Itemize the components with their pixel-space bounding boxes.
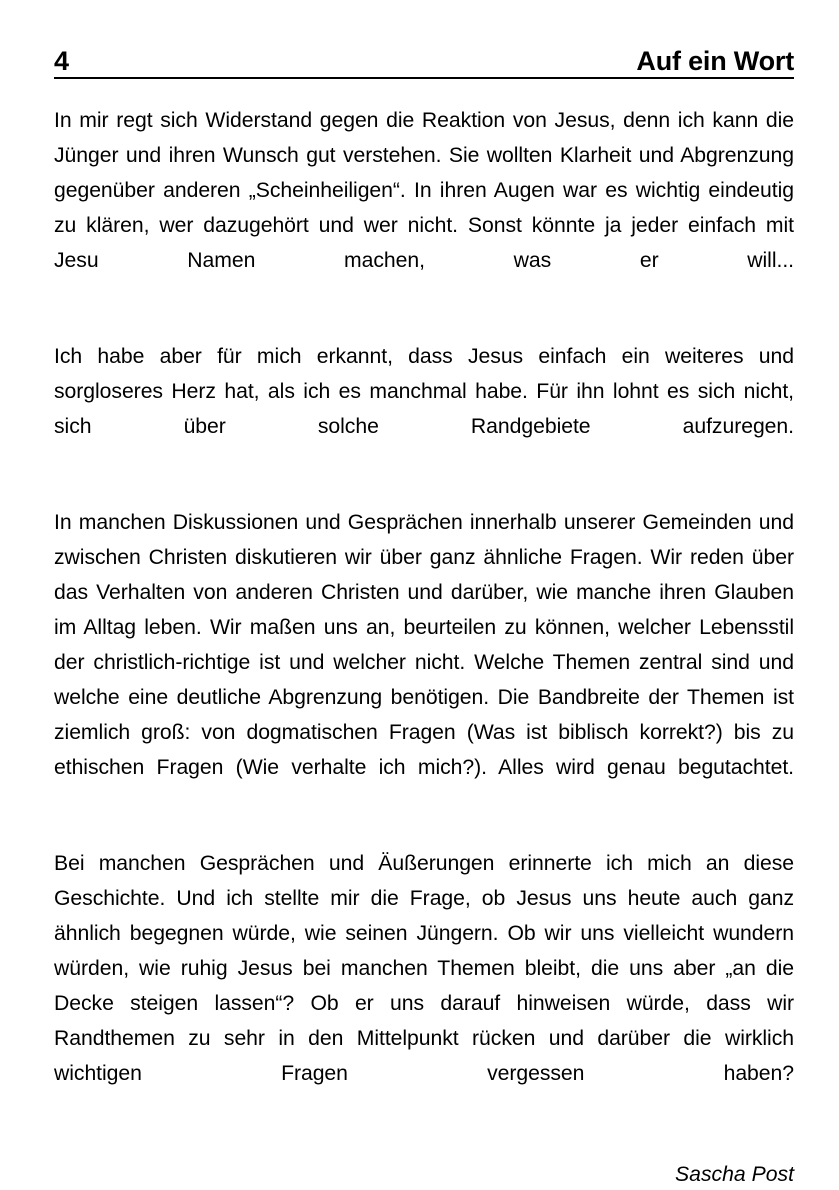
page-header bbox=[54, 47, 794, 79]
page-content bbox=[54, 47, 794, 1190]
section-title: Auf ein Wort bbox=[636, 46, 794, 76]
article-body bbox=[54, 103, 794, 1190]
article-paragraph: In mir regt sich Widerstand gegen die Reaktion von Jesus, denn ich kann die Jünger und ihren Wunsch gut verstehen. Sie wollten Klarheit und Abgrenzung gegenüber anderen „Scheinheiligen“. In ihren Augen war es wichtig eindeutig zu klären, wer dazugehört und wer nicht. Sonst könnte ja jeder einfach mit Jesu Namen machen, was er will... bbox=[54, 109, 794, 273]
article-paragraph: Ich habe aber für mich erkannt, dass Jesus einfach ein weiteres und sorgloseres Herz hat, als ich es manchmal habe. Für ihn lohnt es sich nicht, sich über solche Randgebiete aufzuregen. bbox=[54, 345, 794, 439]
page-number: 4 bbox=[54, 46, 69, 76]
author-signature: Sascha Post bbox=[675, 1163, 794, 1187]
article-paragraph: Bei manchen Gesprächen und Äußerungen erinnerte ich mich an diese Geschichte. Und ich stellte mir die Frage, ob Jesus uns heute auch ganz ähnlich begegnen würde, wie seinen Jüngern. Ob wir uns vielleicht wundern würden, wie ruhig Jesus bei manchen Themen bleibt, die uns aber „an die Decke steigen lassen“? Ob er uns darauf hinweisen würde, dass wir Randthemen zu sehr in den Mittelpunkt rücken und darüber die wirklich wichtigen Fragen vergessen haben? bbox=[54, 852, 794, 1086]
article-paragraph: In manchen Diskussionen und Gesprächen innerhalb unserer Gemeinden und zwischen Christen diskutieren wir über ganz ähnliche Fragen. Wir reden über das Verhalten von anderen Christen und darüber, wie manche ihren Glauben im Alltag leben. Wir maßen uns an, beurteilen zu können, welcher Lebensstil der christlich-richtige ist und welcher nicht. Welche Themen zentral sind und welche eine deutliche Abgrenzung benötigen. Die Bandbreite der Themen ist ziemlich groß: von dogmatischen Fragen (Was ist biblisch korrekt?) bis zu ethischen Fragen (Wie verhalte ich mich?). Alles wird genau begutachtet. bbox=[54, 511, 794, 780]
